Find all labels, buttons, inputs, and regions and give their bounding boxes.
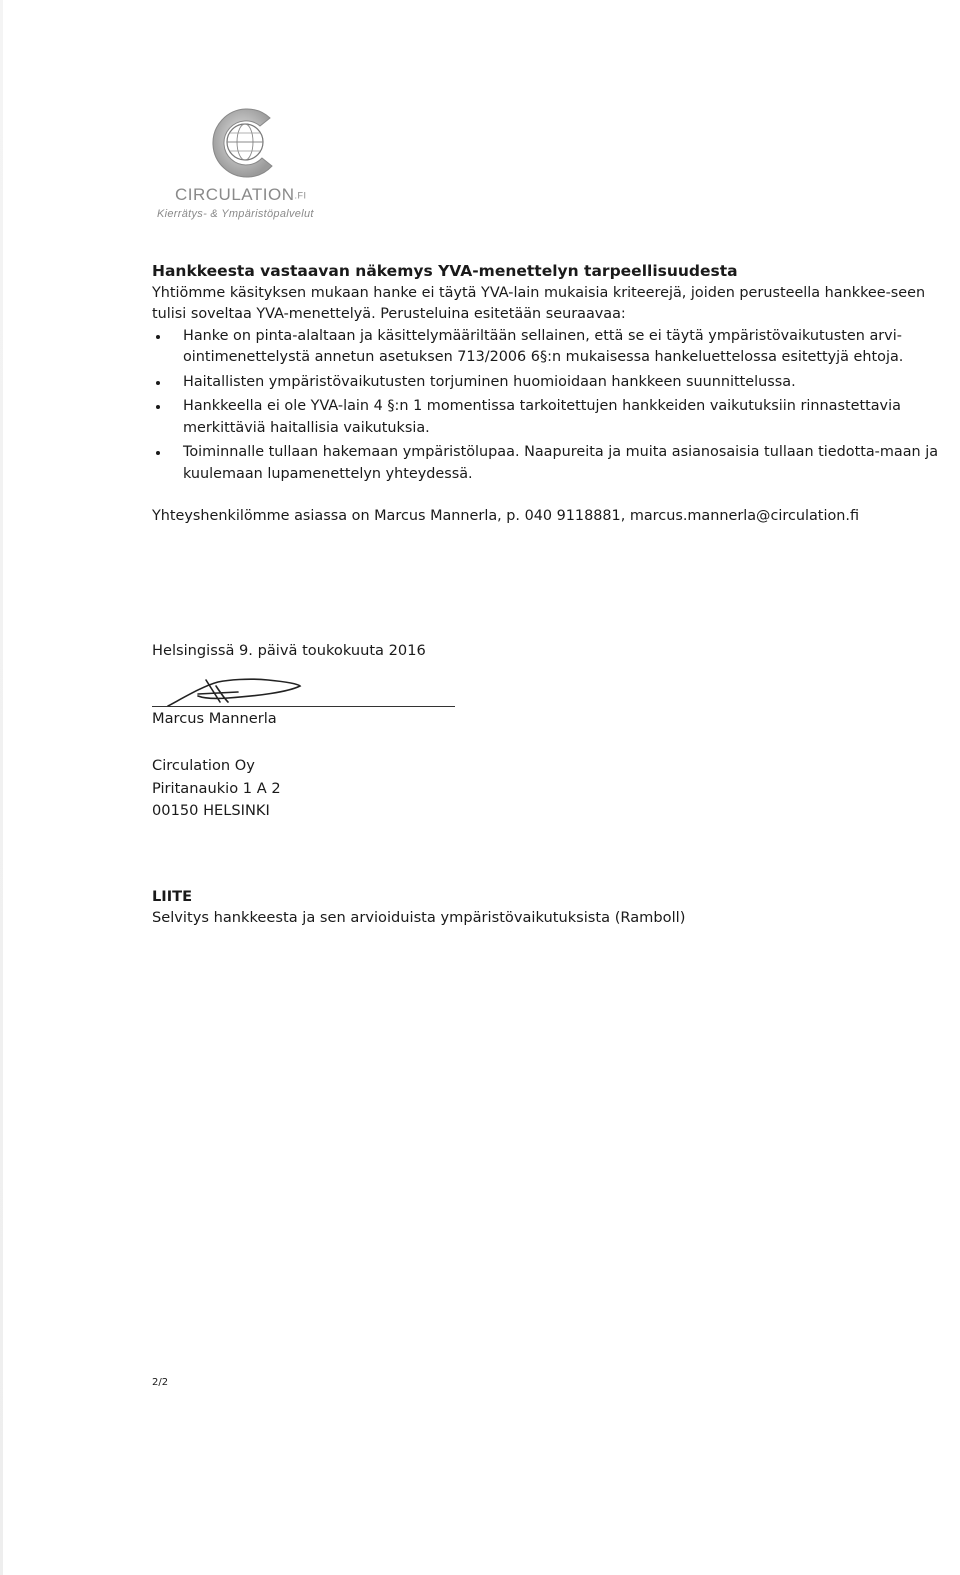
scan-edge [0,0,3,1575]
criteria-item: Toiminnalle tullaan hakemaan ympäristölupaa. Naapureita ja muita asianosaisia tullaan tiedotta-maan ja kuulemaan lupamenettelyn yhteydessä. [152,442,960,485]
address-company: Circulation Oy [152,757,255,774]
criteria-list [152,326,960,486]
signer-name: Marcus Mannerla [152,710,277,727]
company-logo [155,100,345,225]
logo-wordmark: CIRCULATION.FI [175,185,307,204]
document-body [152,261,960,524]
criteria-item: Haitallisten ympäristövaikutusten torjuminen huomioidaan hankkeen suunnittelussa. [152,372,960,394]
criteria-item: Hankkeella ei ole YVA-lain 4 §:n 1 momentissa tarkoitettujen hankkeiden vaikutuksiin rinnastettavia merkittäviä haitallisia vaikutuksia. [152,396,960,439]
place-date: Helsingissä 9. päivä toukokuuta 2016 [152,642,426,659]
contact-paragraph: Yhteyshenkilömme asiassa on Marcus Mannerla, p. 040 9118881, marcus.mannerla@circulation.fi [152,508,860,524]
logo-tagline: Kierrätys- & Ympäristöpalvelut [157,208,314,220]
criteria-item: Hanke on pinta-alaltaan ja käsittelymääriltään sellainen, että se ei täytä ympäristövaikutusten arvi-ointimenettelystä annetun asetuksen 713/2006 6§:n mukaisessa hankeluettelossa esitettyjä ehtoja. [152,326,960,369]
section-heading: Hankkeesta vastaavan näkemys YVA-menettelyn tarpeellisuudesta [152,262,738,280]
address-street: Piritanaukio 1 A 2 [152,779,281,797]
address-postal: 00150 HELSINKI [152,802,270,819]
intro-paragraph: Yhtiömme käsityksen mukaan hanke ei täytä YVA-lain mukaisia kriteerejä, joiden perusteella hankkee-seen tulisi soveltaa YVA-menettelyä. Perusteluina esitetään seuraavaa: [152,284,926,322]
signature-line [152,706,455,707]
globe-c-icon [200,100,290,185]
page-number: 2/2 [152,1377,169,1388]
attachment-title: LIITE [152,888,193,905]
company-address [152,755,281,823]
attachment-text: Selvitys hankkeesta ja sen arvioiduista ympäristövaikutuksista (Ramboll) [152,909,686,926]
